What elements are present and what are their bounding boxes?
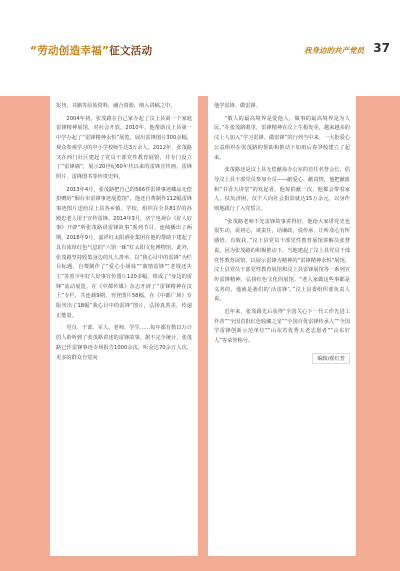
paragraph: “张茂路老师不光雷锋故事讲得好，他给大家讲党史也很生动，说初心，谈责任，话廉政，说传承，让听众心有所感悟、有收获。”汶上县党员干部党性教育展馆讲解员张慧说。因为张茂路的积极推动下，当地建起了汶上县党员干部党性教育展馆，以展示雷锋为精神的“雷锋精神永恒”展馆，汶上县党员干部党性教育展馆和汶上县雷锋展馆等一系列宣传雷锋精神、弘扬红色文化的展馆。“老人家做这些事都是义务的，他就是我们的‘活雷锋’。”汶上县委组织部负责人说。 [214, 218, 350, 303]
paragraph: 张茂路还是汶上县无偿献血办公室的首任名誉会长，倡导汶上县干部党员参加全员——献爱心、献真情，他把献血和“书香大讲堂”的发起者。他每捐献一次，他都会带着家人、扶负济困，仅个人向社会捐款就达15万余元，以身作则地践行了入党誓言。 [214, 167, 350, 213]
paragraph: 报刊、书籍等原始资料，融合资源，纳入讲稿之中。 [56, 103, 176, 109]
left-text-column [50, 96, 198, 556]
editor-credit [214, 353, 350, 364]
page-header [0, 0, 400, 62]
paragraph: 2013年4月，张茂路把自己的566件雷锋事迹藏品无偿捐赠给“烟台市雷锋事迹展览馆”，他还自费制作112幅雷锋事迹图片送给汶上县各乡镇、学校，组织在全县81岁的孙殿忠老人用于宣传雷锋。2014年3月，济宁电视台《好人好事》开辟“听张茂路讲雷锋故事”系列节目，连续播出了两期。2018年9月，嘉祥红太阳酒业集团在他的帮助下建起了具有浓厚红色气息的“六馆一廊”红太阳文化博物馆。此外，张茂路坚持收集身边的凡人善举，以“我心目中的雷锋”为栏目标题，自费制作了“爱心小姐妹”“离情雷锋”“老钱还失主”等善少年好人好事宣传图片120多幅，组成了“身边的雷锋”流动展览。在《中都传媒》杂志开辟了“雷锋精神在汶上”专栏，共连载9期，刊登图片58幅。在《中都广场》专版刊出了18幅“我心目中的雷锋”图片，弘扬真善美，传递正能量。 [56, 186, 192, 319]
paragraph: “敬人的最高境界是爱他人，做事的最高境界是为人民。”在张茂路眼里，雷锋精神在汶上生根发芽，越来越多的汶上人加入“学习雷锋、做雷锋”的行列当中来。一大批爱心公益组织在张茂路的帮助和推动下如雨后春笋般建立了起来。 [214, 115, 350, 161]
section-label: 我身边的共产党员 [304, 46, 364, 55]
page-number: 37 [373, 41, 390, 55]
column-title-suffix: 征文活动 [109, 45, 153, 57]
paragraph: 党员、干部、军人、老师、学生……每年都有数以万计的人聆听到了张茂路讲述的雷锋故事。据不完全统计，张茂路已作雷锋事迹专场报告1000余次，听众达70余万人次，更多的群众自觉向 [56, 325, 192, 361]
editor-name: 编辑/翟红普 [312, 353, 350, 364]
column-title [30, 43, 152, 58]
column-title-prefix: “劳动创造幸福” [30, 45, 110, 57]
paragraph: 他学雷锋、做雷锋。 [214, 103, 261, 109]
paragraph: 近年来，张茂路先后获得“全国关心下一代工作先进工作者”“全国首批红色收藏之星”“全国百优雷锋传承人”“全国学雷锋创新示范单位”“山东省优秀五老志愿者”“山东好人”等荣誉称号。 [214, 309, 350, 345]
paragraph: 2004年初，张茂路在自己家办起了汶上县第一个家庭雷锋精神展馆，对社会开放。2010年，他帮助汶上县第一中学办起了“雷锋精神永恒”展览，展出雷锋图片300余幅，观众参观学习的中小学校师生达3万余人。2012年，张茂路又在西门社区建起了党员干部党性教育展馆，并专门设立了“雷锋墙”，展示20世纪60年代以来的雷锋宣传画、雷锋照片、雷锋图书等珍贵史料。 [56, 115, 192, 180]
right-text-column [208, 96, 356, 556]
